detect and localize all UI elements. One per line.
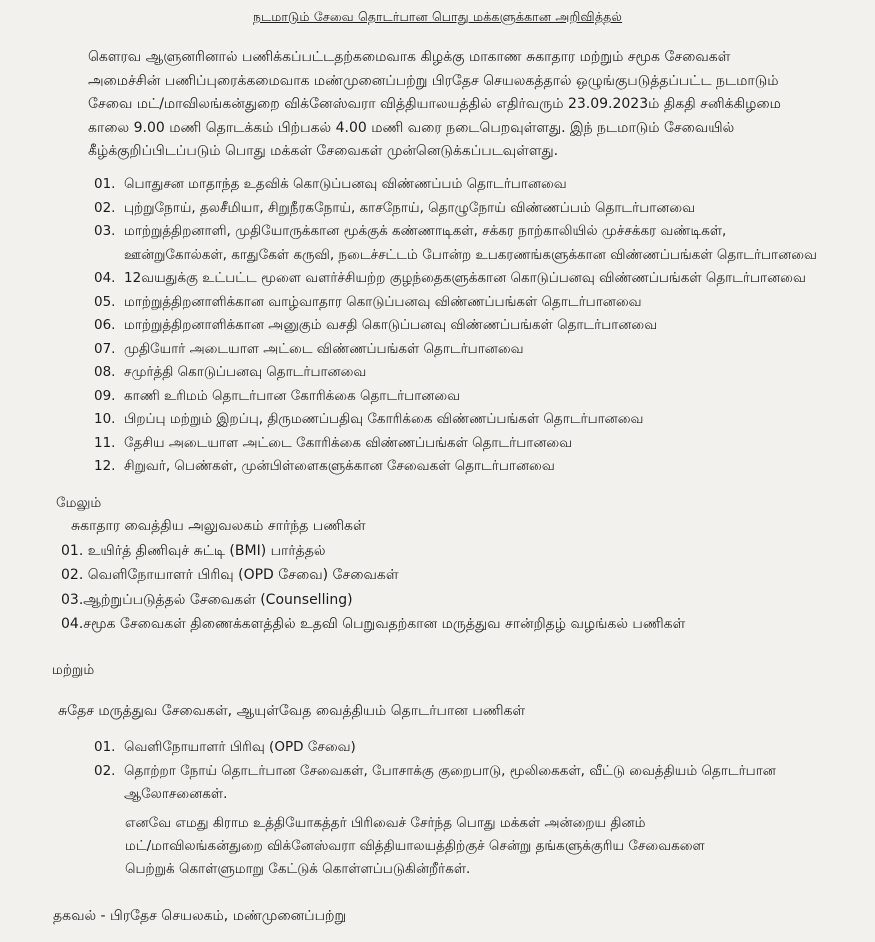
closing-line: பெற்றுக் கொள்ளுமாறு கேட்டுக் கொள்ளப்படுகின்றீர்கள்.: [125, 861, 471, 877]
closing-paragraph: [125, 812, 825, 881]
service-text: பிறப்பு மற்றும் இறப்பு, திருமணப்பதிவு கோரிக்கை விண்ணப்பங்கள் தொடர்பானவை: [124, 411, 644, 427]
service-number: 09.: [94, 387, 116, 404]
health-item: 03.ஆற்றுப்படுத்தல் சேவைகள் (Counselling): [61, 591, 353, 608]
service-number: 01.: [94, 176, 116, 192]
service-text: 12வயதுக்கு உட்பட்ட மூளை வளர்ச்சியற்ற குழந்தைகளுக்கான கொடுப்பனவு விண்ணப்பங்கள் தொடர்பானவை: [124, 270, 806, 286]
service-item: [94, 455, 824, 479]
ayurveda-text: தொற்றா நோய் தொடர்பான சேவைகள், போசாக்கு குறைபாடு, மூலிகைகள், வீட்டு வைத்தியம் தொடர்பான ஆலோசனைகள்.: [124, 762, 776, 802]
ayurveda-text: வெளிநோயாளர் பிரிவு (OPD சேவை): [124, 739, 356, 755]
ayurveda-list: [94, 736, 824, 807]
service-number: 05.: [94, 293, 116, 310]
closing-line: எனவே எமது கிராம உத்தியோகத்தர் பிரிவைச் சேர்ந்த பொது மக்கள் அன்றைய தினம்: [125, 815, 646, 831]
health-item: 02. வெளிநோயாளர் பிரிவு (OPD சேவை) சேவைகள்: [61, 567, 399, 583]
and-label: மற்றும்: [52, 662, 95, 678]
service-item: [94, 220, 824, 267]
service-number: 10.: [94, 411, 116, 427]
service-text: முதியோர் அடையாள அட்டை விண்ணப்பங்கள் தொடர்பானவை: [124, 340, 524, 357]
health-item: 01. உயிர்த் திணிவுச் சுட்டி (BMI) பார்த்தல்: [61, 542, 326, 559]
service-number: 04.: [94, 270, 116, 286]
service-item: [94, 291, 824, 315]
service-number: 06.: [94, 317, 116, 333]
service-item: [94, 361, 824, 385]
service-item: [94, 338, 824, 362]
ayurveda-heading: சுதேச மருத்துவ சேவைகள், ஆயுள்வேத வைத்தியம் தொடர்பான பணிகள்: [58, 703, 526, 719]
intro-line: கீழ்க்குறிப்பிடப்படும் பொது மக்கள் சேவைகள் முன்னெடுக்கப்படவுள்ளது.: [88, 143, 559, 159]
service-item: [94, 197, 824, 221]
service-text: தேசிய அடையாள அட்டை கோரிக்கை விண்ணப்பங்கள் தொடர்பானவை: [124, 434, 573, 451]
service-item: [94, 432, 824, 456]
ayurveda-item: [94, 736, 824, 760]
health-heading: சுகாதார வைத்திய அலுவலகம் சார்ந்த பணிகள்: [71, 518, 366, 534]
service-number: 03.: [94, 223, 116, 239]
info-line: தகவல் - பிரதேச செயலகம், மண்முனைப்பற்று: [53, 908, 347, 924]
service-number: 11.: [94, 434, 116, 451]
service-number: 07.: [94, 340, 116, 357]
service-number: 08.: [94, 364, 116, 380]
service-item: [94, 267, 824, 291]
closing-line: மட்/மாவிலங்கன்துறை விக்னேஸ்வரா வித்தியாலயத்திற்குச் சென்று தங்களுக்குரிய சேவைகளை: [125, 838, 705, 854]
health-section: [61, 514, 685, 637]
intro-line: கௌரவ ஆளுனரினால் பணிக்கப்பட்டதற்கமைவாக கிழக்கு மாகாண சுகாதார மற்றும் சமூக சேவைகள்: [88, 49, 731, 65]
service-text: சமுர்த்தி கொடுப்பனவு தொடர்பானவை: [124, 364, 367, 380]
service-item: [94, 173, 824, 197]
service-item: [94, 385, 824, 409]
services-list: [94, 173, 824, 479]
ayurveda-item: [94, 760, 824, 807]
ayurveda-number: 01.: [94, 739, 116, 755]
service-number: 12.: [94, 458, 116, 474]
service-text: புற்றுநோய், தலசீமியா, சிறுநீரகநோய், காசநோய், தொழுநோய் விண்ணப்பம் தொடர்பானவை: [124, 199, 696, 216]
intro-line: காலை 9.00 மணி தொடக்கம் பிற்பகல் 4.00 மணி வரை நடைபெறவுள்ளது. இந் நடமாடும் சேவையில்: [88, 119, 735, 136]
service-item: [94, 408, 824, 432]
service-text: காணி உரிமம் தொடர்பான கோரிக்கை தொடர்பானவை: [124, 387, 461, 404]
document-title: நடமாடும் சேவை தொடர்பான பொது மக்களுக்கான அறிவித்தல்: [252, 9, 623, 24]
service-text: பொதுசன மாதாந்த உதவிக் கொடுப்பனவு விண்ணப்பம் தொடர்பானவை: [124, 176, 567, 192]
health-item: 04.சமூக சேவைகள் திணைக்களத்தில் உதவி பெறுவதற்கான மருத்துவ சான்றிதழ் வழங்கல் பணிகள்: [61, 616, 686, 632]
ayurveda-number: 02.: [94, 762, 116, 779]
service-text: சிறுவர், பெண்கள், முன்பிள்ளைகளுக்கான சேவைகள் தொடர்பானவை: [124, 458, 555, 474]
service-text: மாற்றுத்திறனாளி, முதியோருக்கான மூக்குக் கண்ணாடிகள், சக்கர நாற்காலியில் முச்சக்கர வண்டிகள், ஊன்றுகோல்கள், காதுகேள் கருவி, நடைச்சட்டம் போன்ற உபகரணங்களுக்கான விண்ணப்பங்கள் தொடர்பானவை: [124, 223, 817, 263]
service-text: மாற்றுத்திறனாளிக்கான வாழ்வாதார கொடுப்பனவு விண்ணப்பங்கள் தொடர்பானவை: [124, 293, 642, 310]
more-label: மேலும்: [56, 495, 102, 511]
service-text: மாற்றுத்திறனாளிக்கான அனுகும் வசதி கொடுப்பனவு விண்ணப்பங்கள் தொடர்பானவை: [124, 317, 658, 333]
service-item: [94, 314, 824, 338]
intro-paragraph: [88, 46, 816, 164]
intro-line: சேவை மட்/மாவிலங்கன்துறை விக்னேஸ்வரா வித்தியாலயத்தில் எதிர்வரும் 23.09.2023ம் திகதி சனிக்கிழமை: [88, 96, 781, 112]
intro-line: அமைச்சின் பணிப்புரைக்கமைவாக மண்முனைப்பற்று பிரதேச செயலகத்தால் ஒழுங்குபடுத்தப்பட்ட நடமாடும்: [88, 72, 779, 89]
service-number: 02.: [94, 199, 116, 216]
